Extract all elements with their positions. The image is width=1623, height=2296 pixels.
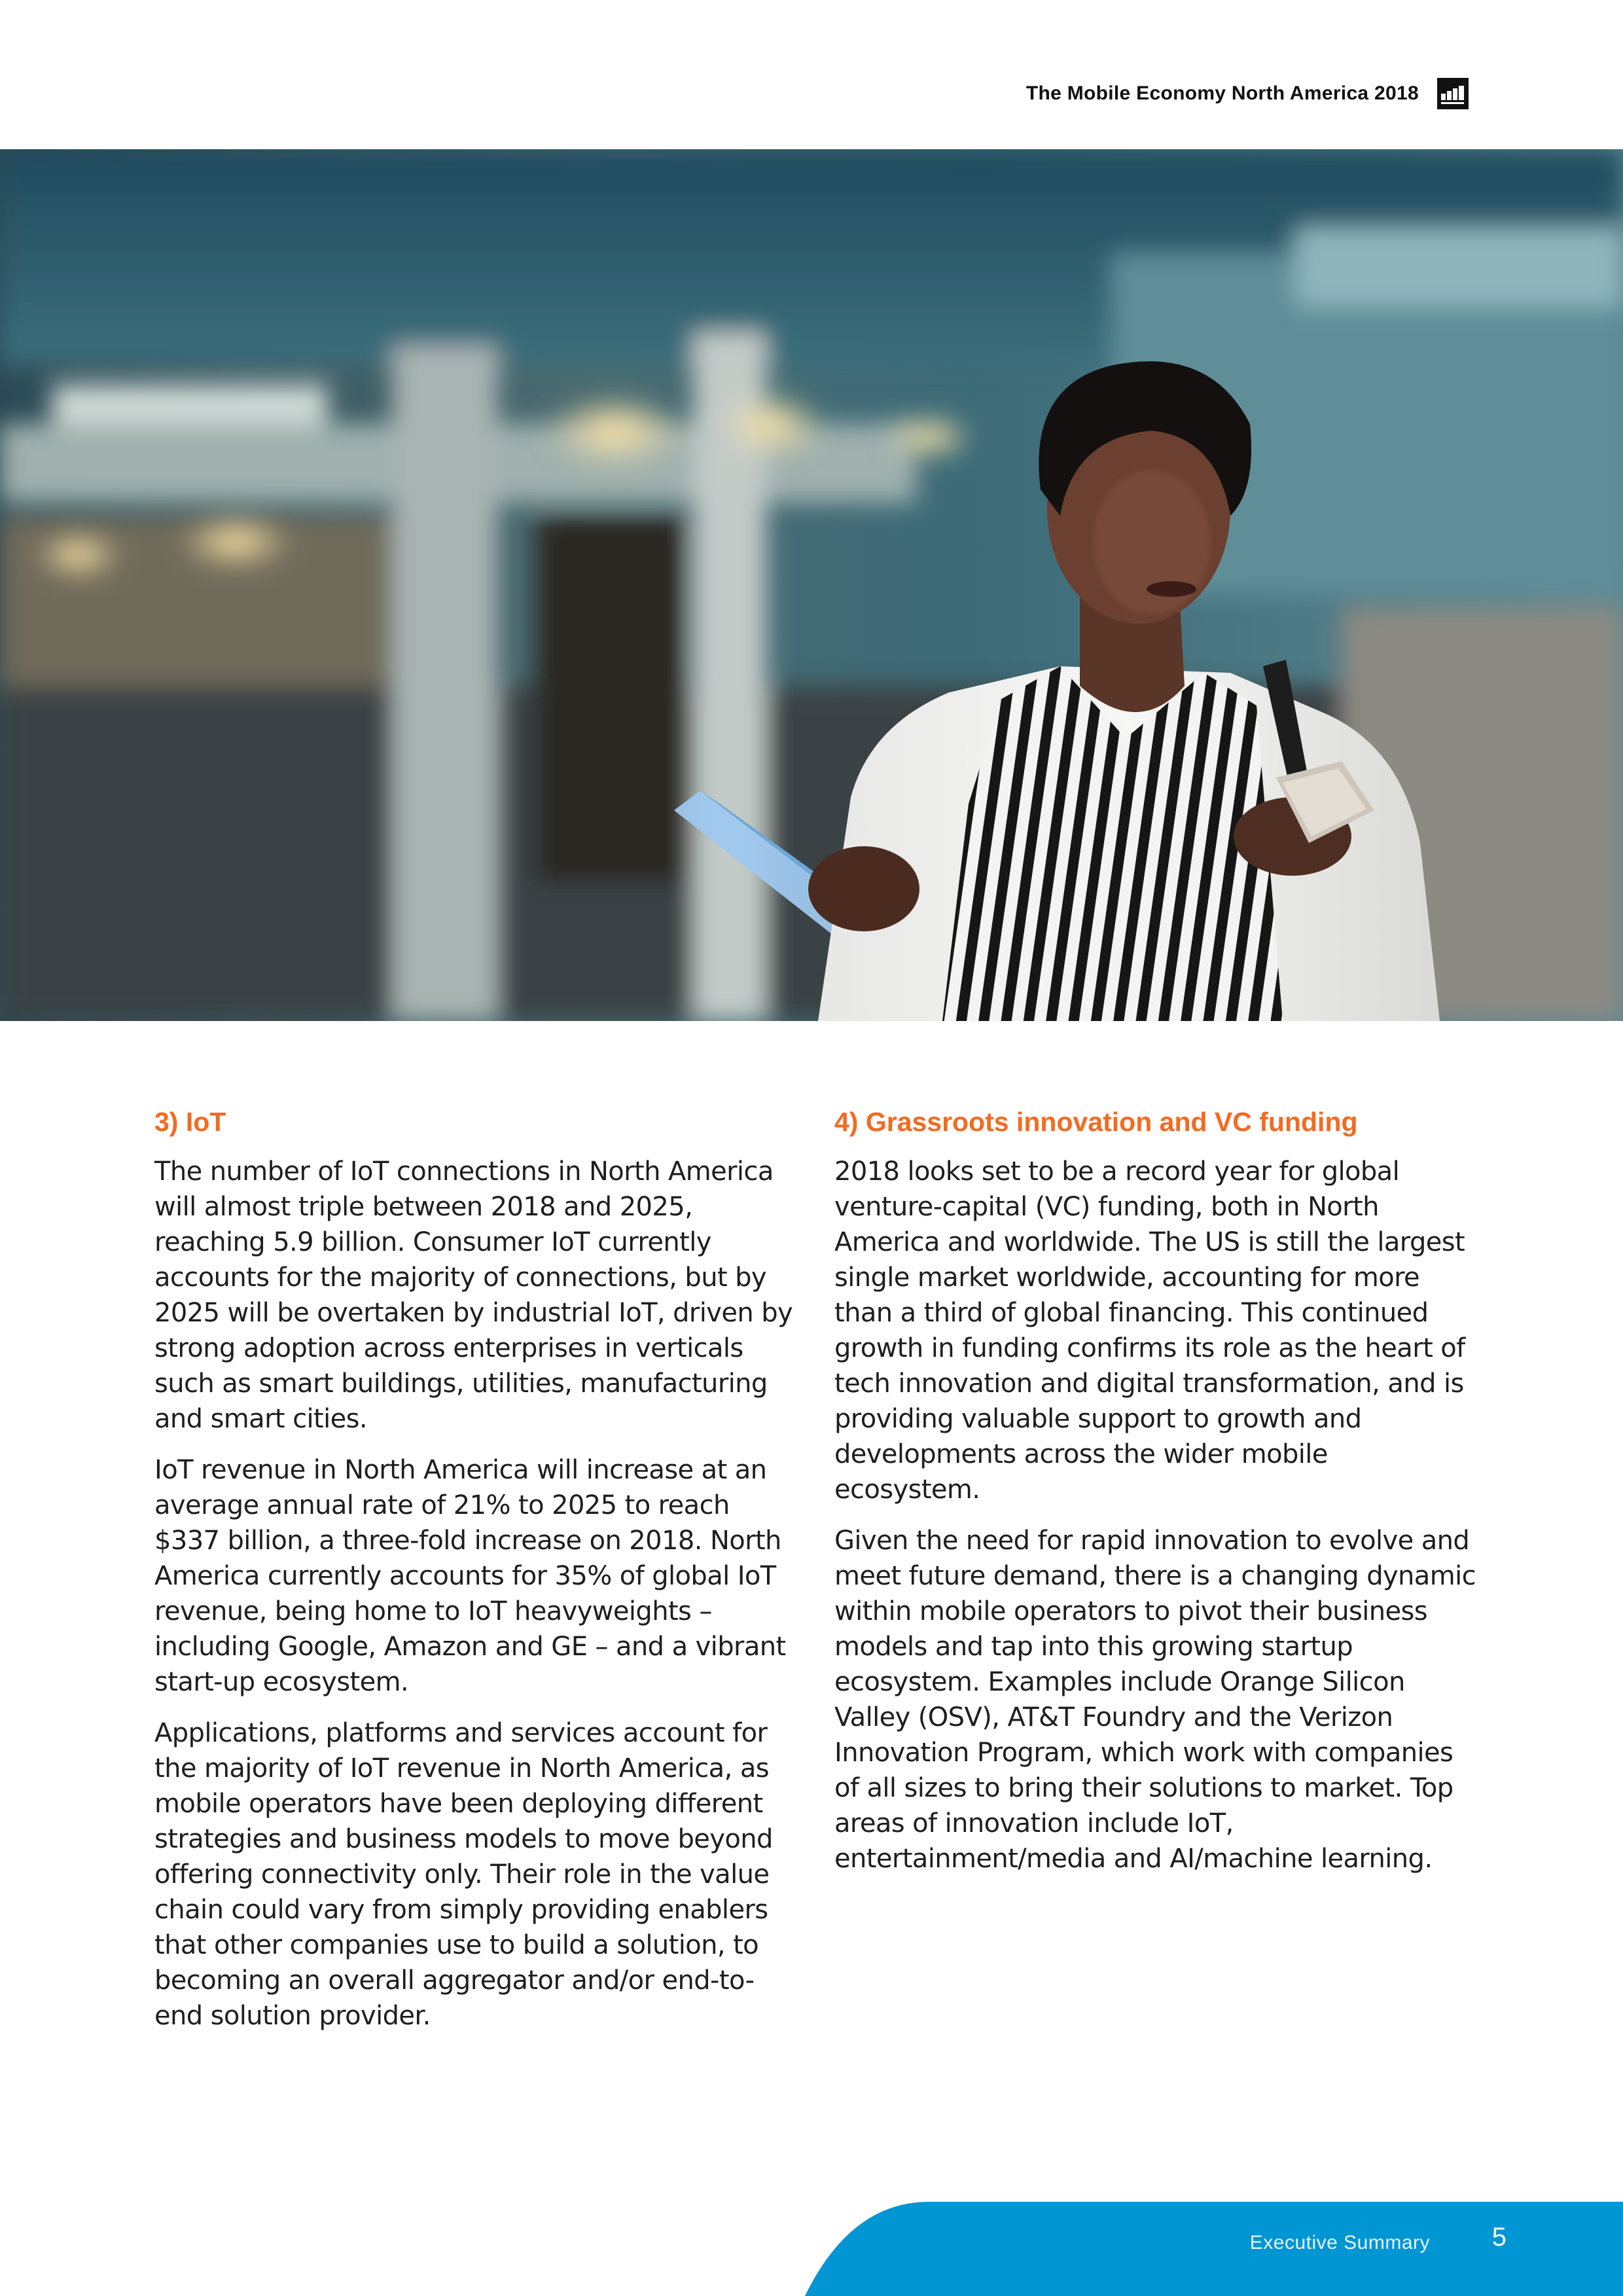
section-heading-iot: 3) IoT [154,1107,226,1137]
page-number: 5 [1491,2223,1507,2251]
paragraph: Applications, platforms and services account for the majority of IoT revenue in North America, as mobile operators have been deploying different strategies and business models to move beyond offering connectivity only. Their role in the value chain could vary from simply providing enablers that other companies use to build a solution, to becoming an overall aggregator and/or end-to-end solution provider. [154,1718,773,2032]
hero-photo-woman-with-phone [0,149,1623,1021]
page-header [1026,77,1469,110]
section-heading-vc-funding: 4) Grassroots innovation and VC funding [834,1107,1358,1137]
paragraph: Given the need for rapid innovation to evolve and meet future demand, there is a changing dynamic within mobile operators to pivot their business models and tap into this growing startup ecosystem. Examples include Orange Silicon Valley (OSV), AT&T Foundry and the Verizon Innovation Program, which work with companies of all sizes to bring their solutions to market. Top areas of innovation include IoT, entertainment/media and AI/machine learning. [834,1526,1476,1874]
footer-section-label: Executive Summary [1249,2232,1430,2253]
section-iot [154,1106,796,2049]
report-title: The Mobile Economy North America 2018 [1026,82,1419,104]
paragraph: The number of IoT connections in North America will almost triple between 2018 and 2025, reaching 5.9 billion. Consumer IoT currently accounts for the majority of connections, but by 2025 will be overtaken by industrial IoT, driven by strong adoption across enterprises in verticals such as smart buildings, utilities, manufacturing and smart cities. [154,1157,793,1435]
gsma-logo-icon [1437,78,1469,109]
section-vc-funding [834,1106,1476,1892]
paragraph: IoT revenue in North America will increase at an average annual rate of 21% to 2025 to reach $337 billion, a three-fold increase on 2018. North America currently accounts for 35% of global IoT revenue, being home to IoT heavyweights – including Google, Amazon and GE – and a vibrant start-up ecosystem. [154,1455,786,1698]
paragraph: 2018 looks set to be a record year for global venture-capital (VC) funding, both in North America and worldwide. The US is still the largest single market worldwide, accounting for more than a third of global financing. This continued growth in funding confirms its role as the heart of tech innovation and digital transformation, and is providing valuable support to growth and developments across the wider mobile ecosystem. [834,1157,1465,1505]
